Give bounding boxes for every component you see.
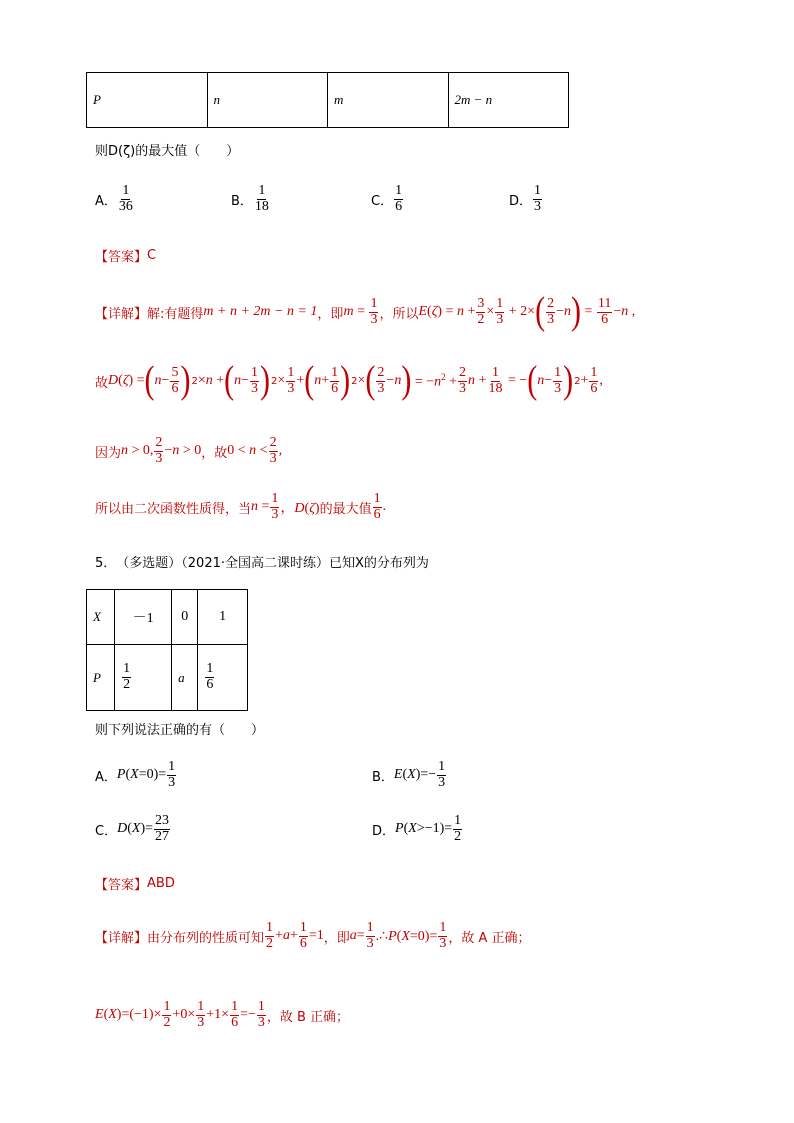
fraction: $\frac{1}{18}$: [488, 365, 503, 396]
fraction: $\frac{1}{2}$: [163, 999, 171, 1030]
fraction: $\frac{1}{3}$: [197, 999, 205, 1030]
numerator: 1: [258, 183, 266, 198]
fraction: $\frac{2}{3}$: [269, 435, 277, 466]
answer-value: C: [147, 248, 157, 263]
denominator: 6: [395, 198, 403, 214]
fraction: $\frac{1}{3}$: [168, 759, 176, 790]
table-cell: $\frac{1}{2}$: [115, 645, 172, 711]
detail-text: 由分布列的性质可知: [147, 930, 265, 946]
numerator: 1: [395, 183, 403, 198]
fraction: $\frac{1}{2}$: [454, 813, 462, 844]
numerator: 1: [122, 183, 130, 198]
q4-option-c: [371, 184, 404, 214]
fraction: $\frac{2}{3}$: [155, 435, 163, 466]
table-cell: X: [87, 590, 115, 645]
table-cell: 1: [198, 590, 248, 645]
question-number: 5．: [95, 556, 117, 571]
formula: m =: [343, 304, 369, 320]
detail-text: ，即: [317, 306, 344, 322]
fraction: $\frac{5}{6}$: [171, 365, 179, 396]
q5-question: [95, 719, 264, 738]
q4-detail-line-4: 所以由二次函数性质得，当 n = $\frac{1}{3}$ ，D(ζ) 的最大值 $\frac{1}{6}$ .: [95, 491, 387, 522]
q5-option-c: C． D(X)= $\frac{23}{27}$: [95, 813, 169, 844]
fraction: $\frac{1}{3}$: [287, 365, 295, 396]
fraction: $\frac{2}{3}$: [547, 296, 555, 327]
detail-tag: 【详解】: [95, 306, 148, 322]
option-label: A．: [95, 193, 117, 209]
answer-value: ABD: [147, 876, 175, 891]
fraction: $\frac{1}{6}$: [331, 365, 339, 396]
fraction: $\frac{3}{2}$: [477, 296, 485, 327]
option-label: C．: [95, 823, 118, 839]
fraction: [254, 184, 270, 214]
fraction: $\frac{1}{3}$: [251, 365, 259, 396]
q4-detail-line-1: 【详解】 解:有题得 m + n + 2m − n = 1 ，即 m = $\frac{1}{3}$ ，所以 E(ζ) = n + $\frac{3}{2}$ × $\frac{1}{3}$ + 2× ( $\frac{2}{3}$ −n ) = $\frac{11}{6}$ −n ,: [95, 290, 636, 333]
q4-question: [95, 140, 239, 159]
option-label: B．: [372, 769, 394, 785]
q5-stem: [95, 552, 429, 571]
q4-question-text: 则D(ζ)的最大值（ ）: [95, 144, 240, 159]
distribution-table-q5: [86, 589, 248, 711]
fraction: [394, 184, 403, 214]
q5-question-text: 则下列说法正确的有（ ）: [95, 723, 265, 738]
fraction: $\frac{1}{6}$: [231, 999, 239, 1030]
detail-text: ，故 A 正确；: [448, 930, 531, 946]
table-cell: 2m − n: [448, 73, 569, 128]
detail-text: ，即: [323, 930, 350, 946]
q5-detail-line-1: 【详解】 由分布列的性质可知 $\frac{1}{2}$ +a+ $\frac{1}{6}$ =1 ，即 a= $\frac{1}{3}$ .∴P(X=0)= $\frac{1}{3}$ ，故 A 正确；: [95, 920, 531, 951]
q5-option-b: B． E(X)=− $\frac{1}{3}$: [372, 759, 446, 790]
fraction: $\frac{2}{3}$: [459, 365, 467, 396]
fraction: $\frac{1}{3}$: [257, 999, 265, 1030]
table-cell: 0: [172, 590, 198, 645]
q4-option-a: [95, 184, 135, 214]
detail-text: ，故 B 正确；: [266, 1009, 350, 1025]
table-cell: P: [87, 645, 115, 711]
option-label: D．: [509, 193, 533, 209]
question-text: 已知X的分布列为: [329, 556, 429, 571]
fraction: [118, 184, 134, 214]
fraction: [533, 184, 542, 214]
numerator: 1: [534, 183, 542, 198]
table-cell: m: [328, 73, 449, 128]
q4-options: [95, 184, 615, 226]
fraction: $\frac{1}{6}$: [590, 365, 598, 396]
fraction: $\frac{1}{3}$: [271, 491, 279, 522]
detail-text: 因为: [95, 445, 122, 461]
fraction: $\frac{1}{3}$: [439, 920, 447, 951]
detail-tag: 【详解】: [95, 930, 148, 946]
answer-tag: 【答案】: [95, 878, 148, 893]
detail-text: 故: [95, 375, 109, 391]
q4-detail-line-2: 故 D(ζ) = ( n− $\frac{5}{6}$ ) 2 ×n + ( n− $\frac{1}{3}$ ) 2 × $\frac{1}{3}$ + ( n+ $\frac{1}{6}$ ) 2 × ( $\frac{2}{3}$ −n ) = $-n^2$ + $\frac{2}{3}$ n + $\frac{1}{18}$ = − ( n− $\frac{1}{3}$ ) 2 + $\frac{1}{6}$ ,: [95, 359, 603, 402]
option-label: C．: [371, 193, 394, 209]
table-cell: n: [207, 73, 328, 128]
fraction: $\frac{1}{2}$: [266, 920, 274, 951]
formula: n > 0,: [121, 443, 154, 459]
q5-detail-line-2: E(X)=(−1)× $\frac{1}{2}$ +0× $\frac{1}{3}$ +1× $\frac{1}{6}$ =− $\frac{1}{3}$ ，故 B 正确；: [95, 999, 350, 1030]
detail-text: 所以由二次函数性质得，当: [95, 501, 252, 517]
equation: m + n + 2m − n = 1: [203, 304, 318, 320]
option-label: A．: [95, 769, 117, 785]
fraction: $\frac{1}{3}$: [366, 920, 374, 951]
table-cell: $\frac{1}{6}$: [198, 645, 248, 711]
option-label: D．: [372, 823, 396, 839]
q5-option-a: A． P(X=0)= $\frac{1}{3}$: [95, 759, 176, 790]
formula: E(ζ) = n +: [418, 304, 476, 320]
q4-option-b: [231, 184, 271, 214]
fraction: $\frac{1}{3}$: [496, 296, 504, 327]
formula: n =: [251, 499, 270, 515]
q4-detail-line-3: 因为 n > 0, $\frac{2}{3}$ −n > 0 ，故 0 < n < $\frac{2}{3}$ ,: [95, 435, 283, 466]
detail-text: 的最大值: [319, 501, 372, 517]
q4-option-d: [509, 184, 543, 214]
detail-text: 解:有题得: [147, 306, 204, 322]
option-label: B．: [231, 193, 253, 209]
formula: D(ζ) =: [108, 373, 145, 389]
question-tag: （多选题）（2021·全国高二课时练）: [116, 556, 329, 571]
fraction: $\frac{11}{6}$: [597, 296, 612, 327]
fraction: $\frac{1}{3}$: [438, 759, 446, 790]
table-cell: P: [87, 73, 208, 128]
table-cell: －1: [115, 590, 172, 645]
q4-answer: [95, 246, 156, 265]
fraction: $\frac{2}{3}$: [377, 365, 385, 396]
fraction: $\frac{23}{27}$: [155, 813, 169, 844]
fraction: $\frac{1}{6}$: [299, 920, 307, 951]
table-cell: a: [172, 645, 198, 711]
detail-text: ，故: [201, 445, 228, 461]
denominator: 3: [534, 198, 542, 214]
fraction: $\frac{1}{3}$: [554, 365, 562, 396]
q5-answer: [95, 874, 175, 893]
q5-option-d: D． P(X>−1)= $\frac{1}{2}$: [372, 813, 462, 844]
distribution-table-top: [86, 72, 569, 128]
denominator: 18: [254, 198, 269, 214]
fraction: $\frac{1}{6}$: [373, 491, 381, 522]
denominator: 36: [118, 198, 133, 214]
fraction: $\frac{1}{3}$: [370, 296, 378, 327]
detail-text: ，所以: [379, 306, 419, 322]
answer-tag: 【答案】: [95, 250, 148, 265]
